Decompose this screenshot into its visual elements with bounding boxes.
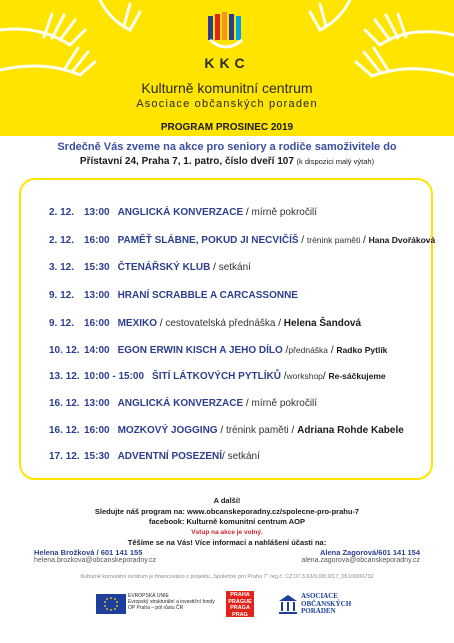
- contact-alena: [301, 548, 420, 564]
- event-time: 16:00: [84, 425, 110, 436]
- event-name: ŠITÍ LÁTKOVÝCH PYTLÍKŮ: [152, 371, 281, 382]
- event-kind: trénink paměti: [225, 425, 289, 436]
- contact-name: Helena Brožková / 601 141 155: [34, 548, 143, 557]
- event-person: Hana Dvořáková: [368, 235, 436, 245]
- facebook-text: facebook: Kulturně komunitní centrum AOP: [149, 517, 305, 526]
- event-row: 2. 12. 13:00 ANGLICKÁ KONVERZACE / mírně pokročilí: [49, 207, 318, 218]
- event-row: 16. 12. 13:00 ANGLICKÁ KONVERZACE / mírně pokročilí: [49, 398, 318, 409]
- contact-email: helena.brozkova@obcanskeporadny.cz: [34, 557, 157, 564]
- aop-logo-text: [301, 593, 351, 616]
- aop-line3: PORADEN: [301, 607, 336, 615]
- event-kind: setkání: [218, 262, 251, 273]
- event-person: Radko Pytlík: [336, 345, 388, 355]
- event-name: ADVENTNÍ POSEZENÍ: [117, 451, 223, 462]
- praha-logo: PRAHA PRAGUE PRAGA PRAG: [226, 591, 254, 617]
- event-row: 17. 12. 15:30 ADVENTNÍ POSEZENÍ/ setkání: [49, 451, 260, 462]
- event-kind: cestovatelská přednáška: [165, 318, 276, 329]
- event-row: 13. 12. 10:00 - 15:00 ŠITÍ LÁTKOVÝCH PYTLÍKŮ /workshop/ Re-sáčkujeme: [49, 371, 386, 382]
- event-name: HRANÍ SCRABBLE A CARCASSONNE: [117, 290, 298, 301]
- event-row: 3. 12. 15:30 ČTENÁŘSKÝ KLUB / setkání: [49, 262, 251, 273]
- event-person: Re-sáčkujeme: [328, 371, 386, 381]
- event-date: 16. 12.: [49, 425, 80, 436]
- event-kind: přednáška: [288, 345, 329, 355]
- event-person: Adriana Rohde Kabele: [297, 425, 404, 436]
- event-row: 10. 12. 14:00 EGON ERWIN KISCH A JEHO DÍLO /přednáška / Radko Pytlík: [49, 345, 388, 356]
- event-kind: trénink paměti: [306, 235, 361, 245]
- logo-text: KKC: [204, 55, 250, 71]
- follow-link-text: Sledujte náš program na: www.obcanskeporadny.cz/spolecne-pro-prahu-7: [94, 507, 360, 516]
- event-name: PAMĚŤ SLÁBNE, POKUD JI NECVIČÍŠ: [117, 235, 299, 246]
- address-note: (k dispozici malý výtah): [296, 157, 375, 166]
- event-row: 16. 12. 16:00 MOZKOVÝ JOGGING / trénink paměti / Adriana Rohde Kabele: [49, 425, 404, 436]
- event-row: 9. 12. 16:00 MEXIKO / cestovatelská přednáška / Helena Šandová: [49, 318, 362, 329]
- eu-text-op: OP Praha – pól růstu ČR: [128, 605, 184, 611]
- entry-free-text: Vstup na akce je volný.: [191, 529, 263, 536]
- program-title: PROGRAM PROSINEC 2019: [160, 122, 294, 133]
- event-date: 9. 12.: [49, 290, 75, 301]
- contact-email: alena.zagorova@obcanskeporadny.cz: [301, 557, 420, 564]
- event-kind: mírně pokročilí: [251, 398, 318, 409]
- event-time: 13:00: [84, 290, 110, 301]
- event-time: 15:30: [84, 262, 110, 273]
- event-time: 13:00: [84, 207, 110, 218]
- event-time: 14:00: [84, 345, 110, 356]
- event-date: 10. 12.: [49, 345, 80, 356]
- event-date: 2. 12.: [49, 235, 75, 246]
- address: Přístavní 24, Praha 7, 1. patro, číslo dveří 107: [79, 156, 294, 167]
- event-name: MEXIKO: [117, 318, 158, 329]
- org-name: Kulturně komunitní centrum: [141, 80, 313, 96]
- event-row: [49, 290, 298, 301]
- aop-line2: OBČANSKÝCH: [301, 599, 352, 608]
- event-row: 2. 12. 16:00 PAMĚŤ SLÁBNE, POKUD JI NECVIČÍŠ / trénink paměti / Hana Dvořáková: [49, 235, 436, 246]
- contact-name: Alena Zagorová/601 141 154: [319, 548, 420, 557]
- event-name: EGON ERWIN KISCH A JEHO DÍLO: [117, 345, 283, 356]
- org-subtitle: Asociace občanských poraden: [136, 98, 318, 110]
- event-time: 15:30: [84, 451, 110, 462]
- event-time: 10:00 - 15:00: [84, 371, 145, 382]
- event-date: 2. 12.: [49, 207, 75, 218]
- aop-building-icon: [277, 593, 299, 615]
- event-time: 16:00: [84, 318, 110, 329]
- event-person: Helena Šandová: [283, 318, 362, 329]
- contact-helena: [34, 548, 156, 564]
- aop-line1: ASOCIACE: [301, 592, 338, 600]
- event-date: 13. 12.: [49, 371, 80, 382]
- event-name: ANGLICKÁ KONVERZACE: [117, 398, 244, 409]
- eu-text-funds: Evropský strukturální a investiční fondy: [128, 599, 215, 605]
- event-kind: workshop: [286, 371, 323, 381]
- event-date: 17. 12.: [49, 451, 80, 462]
- eu-text-title: EVROPSKÁ UNIE: [128, 593, 169, 599]
- event-name: MOZKOVÝ JOGGING: [117, 425, 218, 436]
- event-date: 9. 12.: [49, 318, 75, 329]
- event-time: 16:00: [84, 235, 110, 246]
- looking-forward-text: Těšíme se na Vás! Více informací a nahlášení účasti na:: [127, 538, 327, 547]
- financing-note: Kulturně komunitní centrum je financováno z projektu „Společně pro Prahu 7“ reg.č. CZ.07.3.63/0.0/0.0/17_051/0000732: [80, 574, 374, 580]
- event-kind: mírně pokročilí: [251, 207, 318, 218]
- event-time: 13:00: [84, 398, 110, 409]
- more-text: A další!: [213, 496, 241, 505]
- eu-flag-icon: [96, 594, 126, 614]
- kkc-logo-icon: [202, 10, 250, 56]
- event-kind: setkání: [227, 451, 260, 462]
- event-date: 16. 12.: [49, 398, 80, 409]
- event-date: 3. 12.: [49, 262, 75, 273]
- event-name: ČTENÁŘSKÝ KLUB: [117, 262, 211, 273]
- address-line: [0, 156, 454, 167]
- event-name: ANGLICKÁ KONVERZACE: [117, 207, 244, 218]
- eu-text: [128, 593, 223, 611]
- invite-text: Srdečně Vás zveme na akce pro seniory a rodiče samoživitele do: [57, 141, 397, 153]
